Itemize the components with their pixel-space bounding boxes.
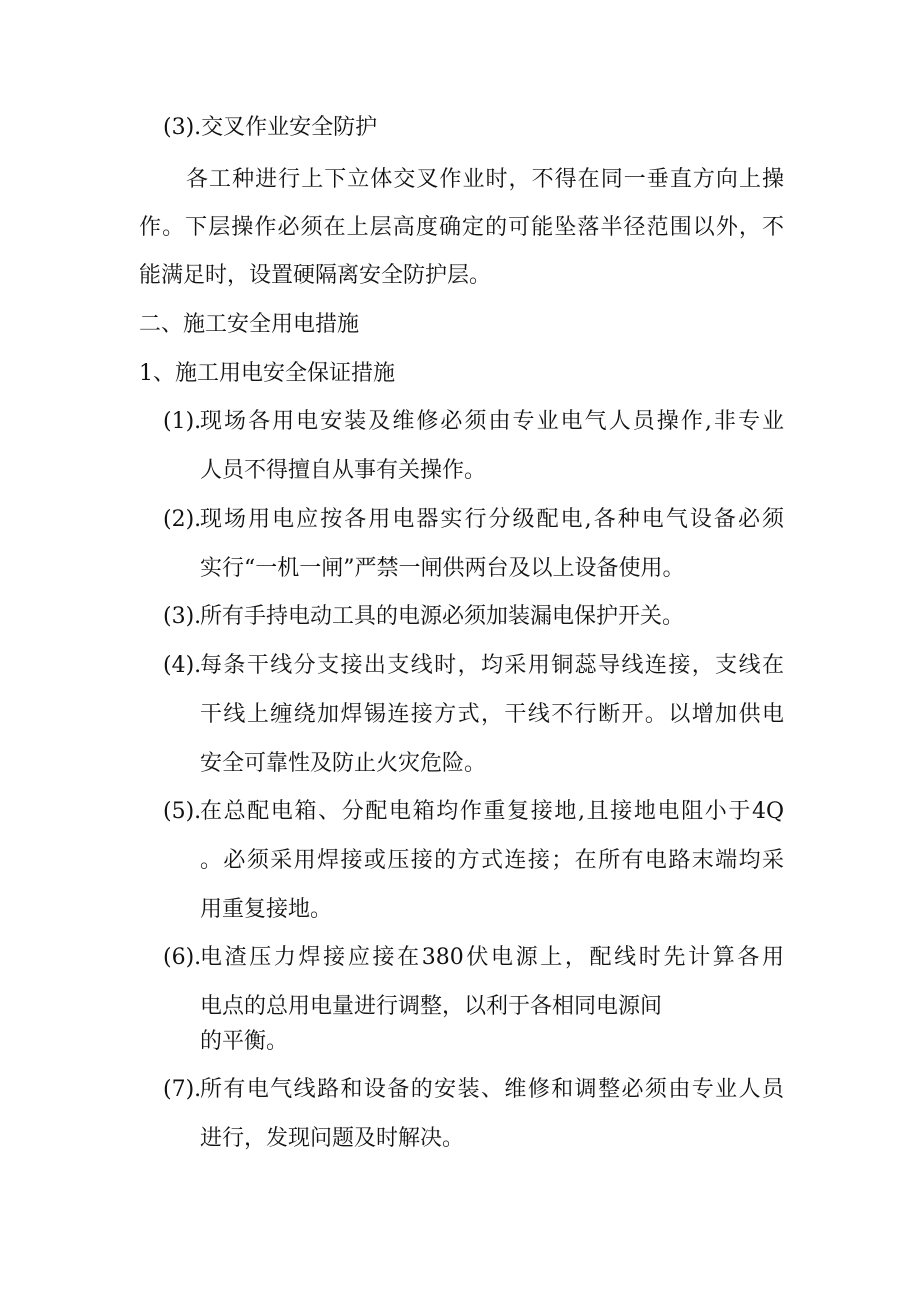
item-number: (3). <box>163 604 202 629</box>
heading-cross-operation: (3).交叉作业安全防护 <box>163 115 378 140</box>
item-line: 实行“一机一闸”严禁一闸供两台及以上设备使用。 <box>200 556 685 581</box>
item-line: 进行，发现问题及时解决。 <box>200 1126 465 1151</box>
item-number: (6). <box>163 945 202 970</box>
item-line: 所有手持电动工具的电源必须加装漏电保护开关。 <box>200 604 685 629</box>
item-line: 电渣压力焊接应接在380伏电源上，配线时先计算各用 <box>200 945 784 970</box>
item-line: 干线上缠绕加焊锡连接方式，干线不行断开。以增加供电 <box>200 702 784 727</box>
item-number: (2). <box>163 507 202 532</box>
item-line: 在总配电箱、分配电箱均作重复接地,且接地电阻小于4Q <box>200 799 784 824</box>
item-line: 人员不得擅自从事有关操作。 <box>200 458 487 483</box>
item-line: 现场用电应按各用电器实行分级配电,各种电气设备必须 <box>200 507 784 532</box>
item-line: 的平衡。 <box>200 1029 289 1054</box>
item-line: 用重复接地。 <box>200 897 333 922</box>
item-number: (4). <box>163 653 202 678</box>
paragraph-line: 能满足时，设置硬隔离安全防护层。 <box>139 263 492 288</box>
item-line: 每条干线分支接出支线时，均采用铜蕊导线连接，支线在 <box>200 653 784 678</box>
item-line: 。必须采用焊接或压接的方式连接；在所有电路末端均采 <box>200 848 784 873</box>
item-line: 电点的总用电量进行调整，以利于各相同电源间 <box>200 994 663 1019</box>
section-title: 二、施工安全用电措施 <box>139 312 360 337</box>
subsection-title: 1、施工用电安全保证措施 <box>139 361 395 386</box>
item-number: (1). <box>163 409 202 434</box>
item-line: 所有电气线路和设备的安装、维修和调整必须由专业人员 <box>200 1077 784 1102</box>
paragraph-line: 作。下层操作必须在上层高度确定的可能坠落半径范围以外，不 <box>139 215 784 240</box>
item-number: (5). <box>163 799 202 824</box>
item-line: 安全可靠性及防止火灾危险。 <box>200 751 487 776</box>
item-line: 现场各用电安装及维修必须由专业电气人员操作,非专业 <box>200 409 784 434</box>
paragraph-line: 各工种进行上下立体交叉作业时，不得在同一垂直方向上操 <box>186 167 784 192</box>
item-number: (7). <box>163 1077 202 1102</box>
